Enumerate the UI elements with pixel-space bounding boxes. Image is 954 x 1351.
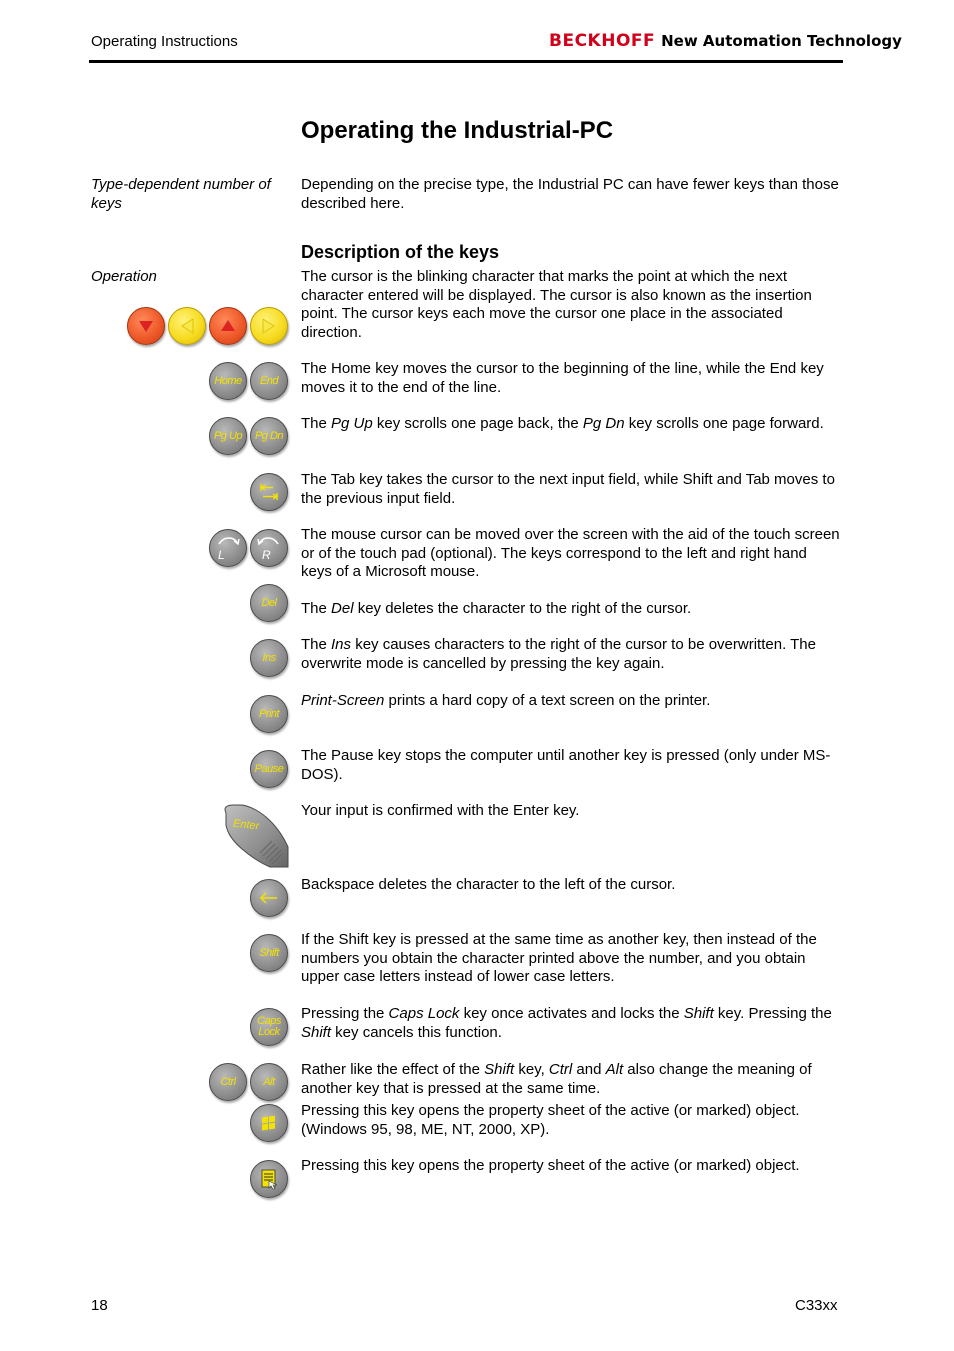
desc-pause: The Pause key stops the computer until another key is pressed (only under MS-DOS). [301,747,831,783]
windows-key-icon [250,1104,288,1142]
header-rule [89,60,843,63]
desc-del-b: Del [331,600,354,617]
desc-ctrl-g: also change the meaning of another key that is pressed at the same time. [301,1061,812,1097]
desc-ins [301,636,841,673]
desc-tab: The Tab key takes the cursor to the next input field, while Shift and Tab moves to the previous input field. [301,471,835,507]
section-title: Description of the keys [301,242,500,262]
alt-key-icon [250,1063,288,1101]
desc-backspace: Backspace deletes the character to the left of the cursor. [301,876,676,893]
print-key-label: Print [258,707,280,720]
logo-tagline: New Automation Technology [661,32,902,50]
side-note-operation: Operation [91,268,157,285]
desc-cursor: The cursor is the blinking character that marks the point at which the next character entered will be displayed. The cursor is also known as the insertion point. The cursor keys each move the cursor one place in the associated direction. [301,268,812,341]
desc-caps-d: Shift [683,1005,714,1022]
backspace-arrow-icon [258,891,280,905]
backspace-key-icon [250,879,288,917]
ctrl-key-icon [209,1063,247,1101]
pgup-key-label: Pg Up [213,429,243,442]
end-key-label: End [259,374,279,387]
cursor-down-key-icon [127,307,165,345]
cursor-right-key-icon [250,307,288,345]
pgup-key-icon [209,417,247,455]
ins-key-icon [250,639,288,677]
pause-key-icon [250,750,288,788]
desc-caps-b: Caps Lock [388,1005,460,1022]
side-note-type-dependent: Type-dependent number of keys [91,176,271,212]
home-key-label: Home [214,374,242,387]
del-key-label: Del [261,596,277,609]
mouse-right-label: R [262,548,271,562]
page-number: 18 [91,1297,108,1314]
desc-ins-b: Ins [331,636,352,653]
header-title: Operating Instructions [91,33,238,50]
mouse-right-key-icon [250,529,288,567]
desc-pg-b: Pg Up [331,415,373,432]
end-key-icon [250,362,288,400]
desc-caps-lock [301,1005,841,1042]
alt-key-label: Alt [263,1075,275,1088]
home-key-icon [209,362,247,400]
desc-ctrl-c: key, [514,1061,549,1078]
print-key-icon [250,695,288,733]
mouse-left-label: L [218,548,225,562]
desc-enter: Your input is confirmed with the Enter key. [301,802,580,819]
mouse-left-key-icon [209,529,247,567]
pgdn-key-label: Pg Dn [254,429,284,442]
desc-ctrl-b: Shift [484,1061,515,1078]
desc-print-a: Print-Screen [301,692,385,709]
windows-logo-icon [258,1112,280,1134]
desc-ctrl-e: and [572,1061,606,1078]
desc-home-end: The Home key moves the cursor to the beginning of the line, while the End key moves it to the end of the line. [301,360,824,396]
desc-pg-d: Pg Dn [582,415,625,432]
desc-pg-c: key scrolls one page back, the [372,415,583,432]
desc-print-b: prints a hard copy of a text screen on the printer. [384,692,711,709]
desc-mouse: The mouse cursor can be moved over the screen with the aid of the touch screen or of the touch pad (optional). The keys correspond to the left and right hand keys of a Microsoft mouse. [301,526,840,580]
desc-caps-c: key once activates and locks the [459,1005,684,1022]
desc-pg-e: key scrolls one page forward. [624,415,824,432]
desc-del [301,600,841,619]
cursor-up-key-icon [209,307,247,345]
page-title: Operating the Industrial-PC [301,117,614,144]
desc-windows-key: Pressing this key opens the property sheet of the active (or marked) object. (Windows 95, 98, ME, NT, 2000, XP). [301,1102,800,1138]
shift-key-label: Shift [259,946,279,959]
desc-pg-a: The [301,415,332,432]
enter-key-label: Enter [232,817,260,833]
desc-ctrl-d: Ctrl [548,1061,573,1078]
caps-lock-key-icon [250,1008,288,1046]
tab-arrows-icon [257,480,281,504]
desc-pgup-pgdn [301,415,841,434]
intro-text: Depending on the precise type, the Industrial PC can have fewer keys than those described here. [301,176,839,212]
caps-key-label: Caps [257,1015,281,1027]
lock-key-label: Lock [258,1026,280,1038]
desc-ins-a: The [301,636,332,653]
desc-caps-a: Pressing the [301,1005,389,1022]
tab-key-icon [250,473,288,511]
beckhoff-logo [549,31,902,51]
desc-caps-f: Shift [301,1023,332,1041]
enter-key-icon [220,803,290,869]
context-menu-icon [259,1168,279,1190]
footer-model: C33xx [795,1297,838,1314]
desc-print [301,692,841,711]
desc-caps-g: key cancels this function. [331,1023,502,1041]
desc-ins-c: key causes characters to the right of the cursor to be overwritten. The overwrite mode is cancelled by pressing the key again. [301,636,816,672]
del-key-icon [250,584,288,622]
desc-caps-e: key. Pressing the [713,1005,832,1022]
ins-key-label: Ins [262,651,276,664]
cursor-left-key-icon [168,307,206,345]
desc-shift: If the Shift key is pressed at the same time as another key, then instead of the numbers you obtain the character printed above the number, and you obtain upper case letters instead of lower case letters. [301,931,817,985]
enter-key-shape-icon [220,803,290,869]
shift-key-icon [250,934,288,972]
menu-key-icon [250,1160,288,1198]
logo-brand: BECKHOFF [549,31,656,51]
desc-ctrl-f: Alt [605,1061,624,1078]
desc-del-c: key deletes the character to the right of the cursor. [353,600,692,617]
ctrl-key-label: Ctrl [220,1075,236,1088]
desc-ctrl-alt [301,1061,841,1098]
desc-menu-key: Pressing this key opens the property sheet of the active (or marked) object. [301,1157,800,1174]
mouse-left-arc-icon [210,530,246,566]
pause-key-label: Pause [254,762,284,775]
desc-ctrl-a: Rather like the effect of the [301,1061,485,1078]
pgdn-key-icon [250,417,288,455]
desc-del-a: The [301,600,332,617]
